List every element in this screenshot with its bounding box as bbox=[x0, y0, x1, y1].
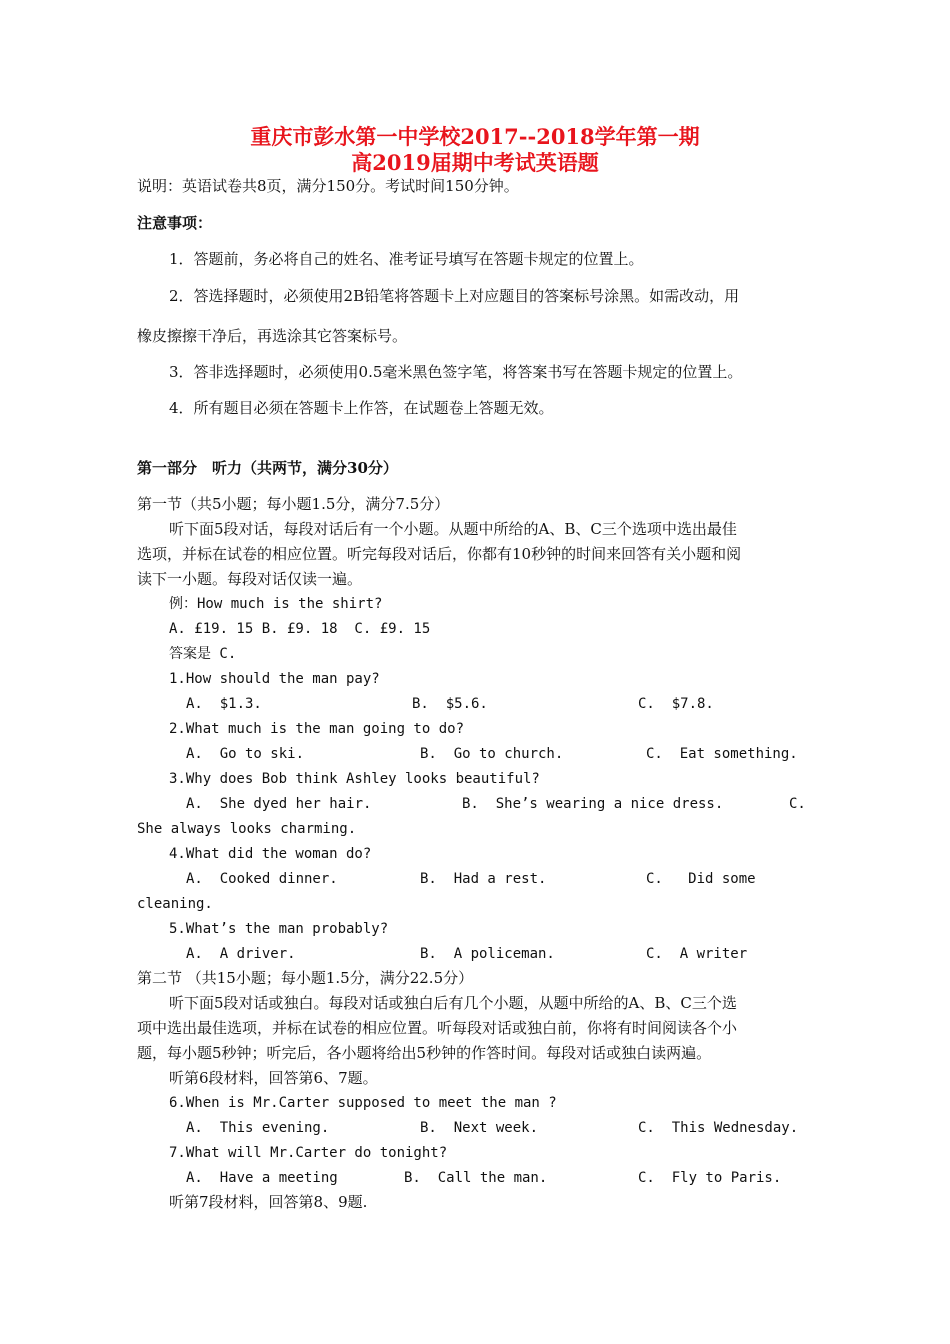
question-6: 6.When is Mr.Carter supposed to meet the man ? bbox=[169, 1095, 557, 1111]
section2-instructions-1: 听下面5段对话或独白。每段对话或独白后有几个小题，从题中所给的A、B、C三个选 bbox=[169, 994, 737, 1012]
question-3: 3.Why does Bob think Ashley looks beautiful? bbox=[169, 771, 540, 787]
section1-instructions-3: 读下一小题。每段对话仅读一遍。 bbox=[137, 570, 363, 588]
question-5-option-c: C. A writer bbox=[646, 946, 748, 962]
notice-item-2: 2．答选择题时，必须使用2B铅笔将答题卡上对应题目的答案标号涂黑。如需改动，用 bbox=[169, 287, 740, 305]
question-3-option-b: B. She’s wearing a nice dress. bbox=[462, 796, 724, 812]
section2-instructions-3: 题，每小题5秒钟；听完后，各小题将给出5秒钟的作答时间。每段对话或独白读两遍。 bbox=[137, 1044, 712, 1062]
question-4-option-a: A. Cooked dinner. bbox=[186, 871, 338, 887]
example-question: 例：How much is the shirt? bbox=[169, 596, 383, 612]
question-4-option-c-cont: cleaning. bbox=[137, 896, 213, 912]
notice-heading: 注意事项： bbox=[137, 214, 213, 232]
question-1-option-b: B. $5.6. bbox=[412, 696, 488, 712]
question-4: 4.What did the woman do? bbox=[169, 846, 372, 862]
part1-heading: 第一部分 听力（共两节，满分30分） bbox=[137, 459, 398, 477]
question-7-option-a: A. Have a meeting bbox=[186, 1170, 338, 1186]
question-6-option-c: C. This Wednesday. bbox=[638, 1120, 799, 1136]
section1-instructions-2: 选项，并标在试卷的相应位置。听完每段对话后，你都有10秒钟的时间来回答有关小题和阅 bbox=[137, 545, 742, 563]
material-6-instruction: 听第6段材料，回答第6、7题。 bbox=[169, 1069, 378, 1087]
question-6-option-a: A. This evening. bbox=[186, 1120, 330, 1136]
example-answer: 答案是 C. bbox=[169, 646, 237, 662]
notice-item-4: 4．所有题目必须在答题卡上作答，在试题卷上答题无效。 bbox=[169, 399, 554, 417]
question-2: 2.What much is the man going to do? bbox=[169, 721, 465, 737]
question-3-option-c-cont: She always looks charming. bbox=[137, 821, 357, 837]
exam-title-line1: 重庆市彭水第一中学校2017--2018学年第一期 bbox=[250, 124, 700, 149]
question-4-option-c: C. Did some bbox=[646, 871, 756, 887]
question-3-option-c: C. bbox=[789, 796, 806, 812]
question-5: 5.What’s the man probably? bbox=[169, 921, 389, 937]
section1-instructions-1: 听下面5段对话，每段对话后有一个小题。从题中所给的A、B、C三个选项中选出最佳 bbox=[169, 520, 737, 538]
section2-instructions-2: 项中选出最佳选项，并标在试卷的相应位置。听每段对话或独白前，你将有时间阅读各个小 bbox=[137, 1019, 738, 1037]
question-3-option-a: A. She dyed her hair. bbox=[186, 796, 372, 812]
example-options: A. £19. 15 B. £9. 18 C. £9. 15 bbox=[169, 621, 431, 637]
question-2-option-a: A. Go to ski. bbox=[186, 746, 305, 762]
notice-item-2-cont: 橡皮擦擦干净后，再选涂其它答案标号。 bbox=[137, 327, 408, 345]
question-4-option-b: B. Had a rest. bbox=[420, 871, 547, 887]
question-7-option-b: B. Call the man. bbox=[404, 1170, 548, 1186]
material-7-instruction: 听第7段材料，回答第8、9题. bbox=[169, 1193, 368, 1211]
exam-title-line2: 高2019届期中考试英语题 bbox=[351, 150, 599, 175]
section2-heading: 第二节 （共15小题；每小题1.5分，满分22.5分） bbox=[137, 969, 474, 987]
notice-item-1: 1．答题前，务必将自己的姓名、准考证号填写在答题卡规定的位置上。 bbox=[169, 250, 644, 268]
question-6-option-b: B. Next week. bbox=[420, 1120, 539, 1136]
question-7-option-c: C. Fly to Paris. bbox=[638, 1170, 782, 1186]
question-1-option-c: C. $7.8. bbox=[638, 696, 714, 712]
question-1: 1.How should the man pay? bbox=[169, 671, 380, 687]
question-2-option-b: B. Go to church. bbox=[420, 746, 564, 762]
notice-item-3: 3．答非选择题时，必须使用0.5毫米黑色签字笔，将答案书写在答题卡规定的位置上。 bbox=[169, 363, 743, 381]
section1-heading: 第一节（共5小题；每小题1.5分，满分7.5分） bbox=[137, 495, 450, 513]
question-5-option-a: A. A driver. bbox=[186, 946, 296, 962]
question-5-option-b: B. A policeman. bbox=[420, 946, 555, 962]
question-1-option-a: A. $1.3. bbox=[186, 696, 262, 712]
question-2-option-c: C. Eat something. bbox=[646, 746, 798, 762]
exam-intro: 说明：英语试卷共8页，满分150分。考试时间150分钟。 bbox=[137, 177, 519, 195]
question-7: 7.What will Mr.Carter do tonight? bbox=[169, 1145, 448, 1161]
